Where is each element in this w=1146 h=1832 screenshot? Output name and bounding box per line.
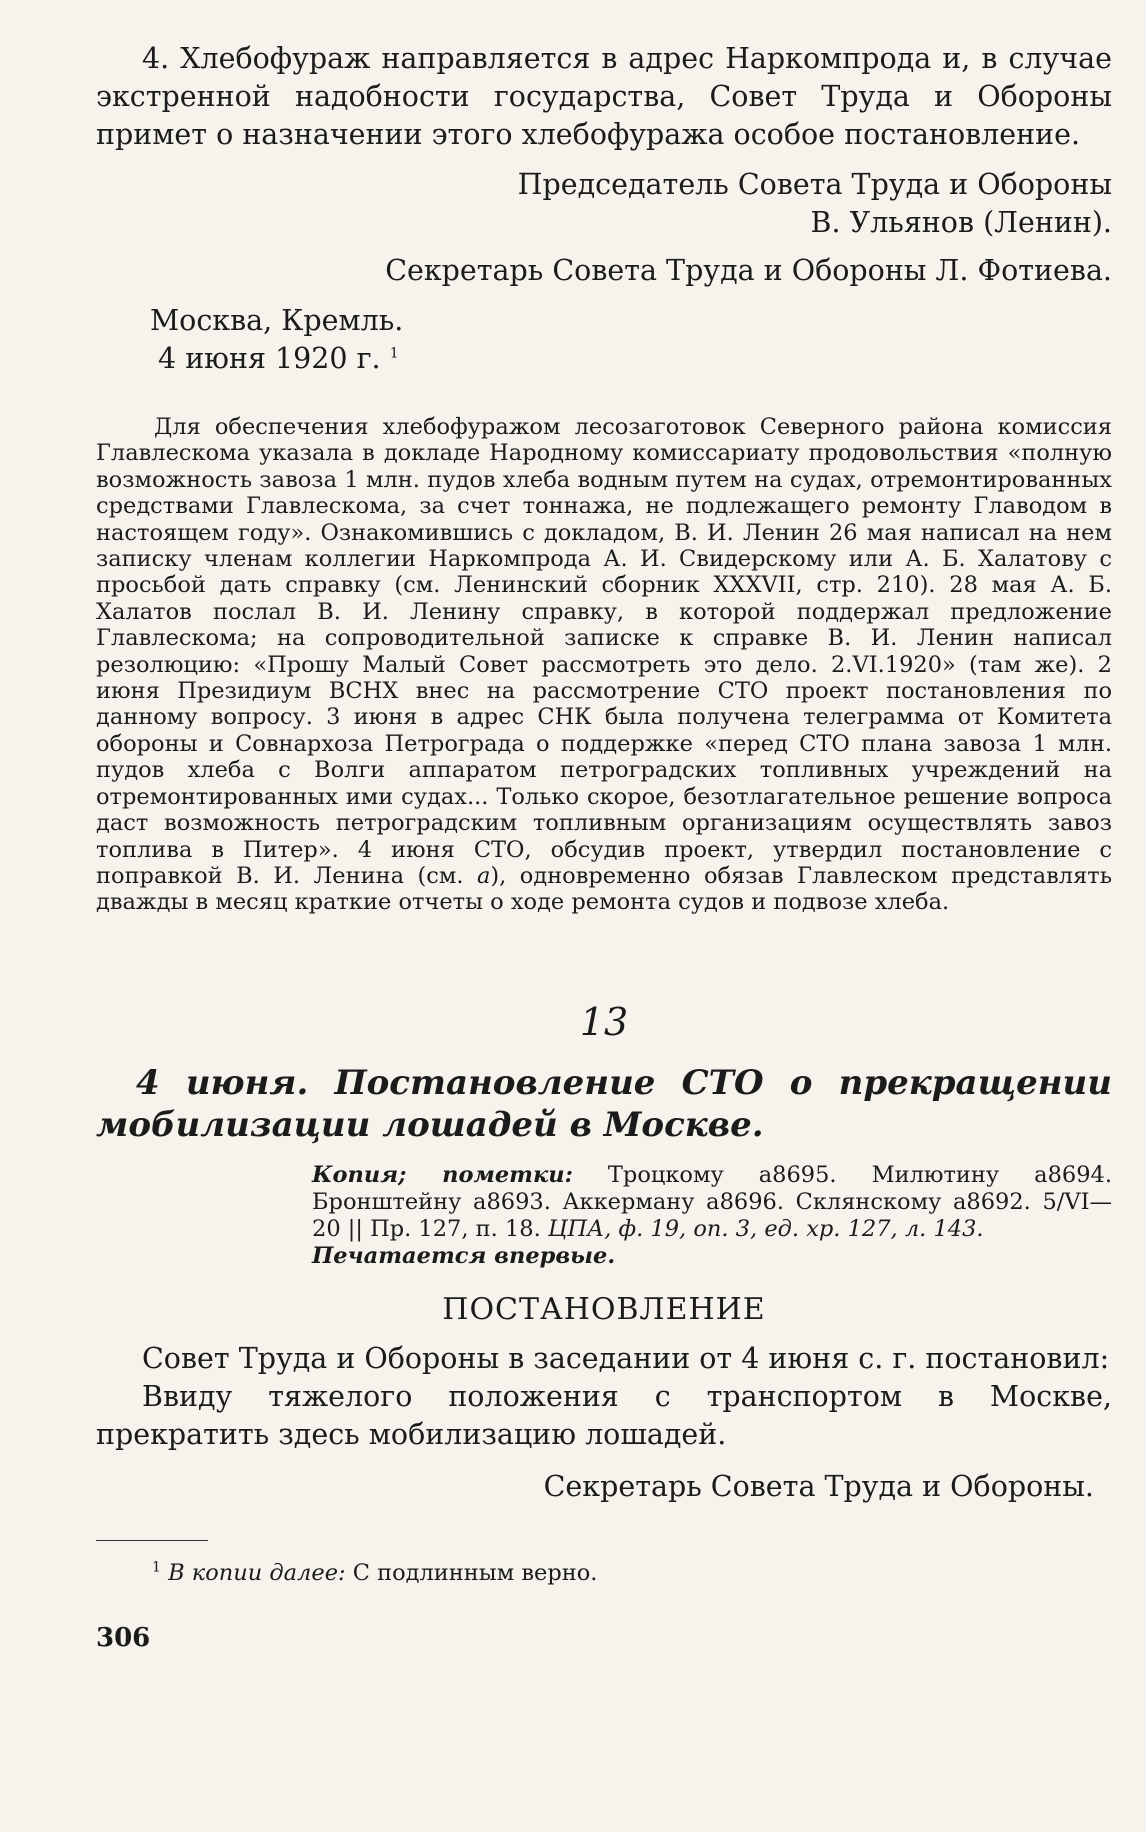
footnote-divider bbox=[96, 1540, 208, 1541]
date-line bbox=[158, 340, 1112, 378]
published-note: Печатается впервые. bbox=[312, 1242, 616, 1269]
paragraph-4: 4. Хлебофураж направляется в адрес Наркомпрода и, в случае экстренной надобности государства, Совет Труда и Обороны примет о назначении этого хлебофуража особое постановление. bbox=[96, 42, 1112, 151]
resolution-paragraph-1: Совет Труда и Обороны в заседании от 4 июня с. г. постановил: bbox=[142, 1341, 1110, 1375]
commentary-text: Для обеспечения хлебофуражом лесозаготовок Северного района комиссия Главлескома указала в докладе Народному комиссариату продовольствия «полную возможность завоза 1 млн. пудов хлеба водным путем на судах, отремонтированных средствами Главлескома, за счет тоннажа, не подлежащего ремонту Главодом в настоящем году». Ознакомившись с докладом, В. И. Ленин 26 мая написал на нем записку членам коллегии Наркомпрода А. И. Свидерскому или А. Б. Халатову с просьбой дать справку (см. Ленинский сборник XXXVII, стр. 210). 28 мая А. Б. Халатов послал В. И. Ленину справку, в которой поддержал предложение Главлескома; на сопроводительной записке к справке В. И. Ленин написал резолюцию: «Прошу Малый Совет рассмотреть это дело. 2.VI.1920» (там же). 2 июня Президиум ВСНХ внес на рассмотрение СТО проект постановления по данному вопросу. 3 июня в адрес СНК была получена телеграмма от Комитета обороны и Совнархоза Петрограда о поддержке «перед СТО плана завоза 1 млн. пудов хлеба с Волги аппаратом петроградских топливных учреждений на отремонтированных ими судах... Только скорое, безотлагательное решение вопроса даст возможность петроградским топливным организациям осуществлять завоз топлива в Питер». 4 июня СТО, обсудив проект, утвердил постановление с поправкой В. И. Ленина (см. bbox=[96, 414, 1112, 889]
signature-chairman-name: В. Ульянов (Ленин). bbox=[810, 206, 1112, 239]
document-title: 4 июня. Постановление СТО о прекращении мобилизации лошадей в Москве. bbox=[96, 1062, 1112, 1145]
footnote bbox=[152, 1559, 1112, 1587]
copy-label: Копия; пометки: bbox=[312, 1161, 573, 1188]
resolution-heading: ПОСТАНОВЛЕНИЕ bbox=[442, 1291, 766, 1327]
resolution-paragraph-2: Ввиду тяжелого положения с транспортом в Москве, прекратить здесь мобилизацию лошадей. bbox=[96, 1379, 1112, 1451]
commentary-ref: а bbox=[476, 862, 491, 889]
signature-secretary-2: Секретарь Совета Труда и Обороны. bbox=[543, 1469, 1094, 1503]
footnote-label: В копии далее: bbox=[168, 1559, 346, 1586]
archive-metadata bbox=[312, 1162, 1112, 1270]
footnote-marker: 1 bbox=[389, 345, 399, 362]
commentary bbox=[96, 414, 1112, 916]
document-number: 13 bbox=[579, 999, 629, 1044]
footnote-text: С подлинным верно. bbox=[352, 1559, 598, 1586]
copy-text: Троцкому а8695. Милютину а8694. Бронштейну а8693. Аккерману а8696. Склянскому а8692. 5/VI—20 || Пр. 127, п. 18. bbox=[312, 1161, 1113, 1242]
date: 4 июня 1920 г. bbox=[158, 342, 381, 375]
page-number: 306 bbox=[96, 1622, 151, 1653]
footnote-number: 1 bbox=[152, 1559, 161, 1576]
archive-reference: ЦПА, ф. 19, оп. 3, ед. хр. 127, л. 143. bbox=[547, 1215, 984, 1242]
commentary-end: ), одновременно обязав Главлеском представлять дважды в месяц краткие отчеты о ходе ремонта судов и подвозе хлеба. bbox=[96, 862, 1112, 916]
place: Москва, Кремль. bbox=[150, 304, 404, 337]
document-page bbox=[96, 40, 1112, 1653]
signature-secretary: Секретарь Совета Труда и Обороны Л. Фотиева. bbox=[385, 254, 1112, 287]
signature-chairman-title: Председатель Совета Труда и Обороны bbox=[517, 168, 1112, 201]
